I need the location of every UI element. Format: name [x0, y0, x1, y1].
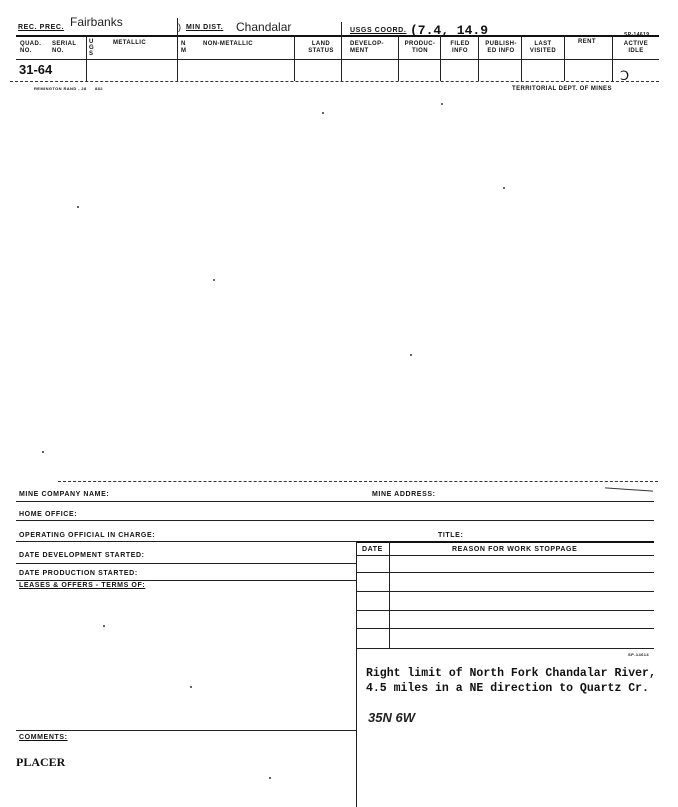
usgs-coord-value: (7.4, 14.9: [410, 23, 489, 38]
comments-label: COMMENTS:: [19, 734, 68, 741]
col-last-visited: LAST VISITED: [529, 41, 557, 54]
rule-b: [16, 520, 654, 521]
operating-official-label: OPERATING OFFICIAL IN CHARGE:: [19, 532, 156, 539]
quad-serial-value: 31-64: [19, 62, 53, 77]
col-filed-info: FILED INFO: [450, 41, 470, 54]
footer-right-print: TERRITORIAL DEPT. OF MINES: [512, 86, 612, 92]
vrule-8: [521, 35, 522, 81]
scan-speck: [103, 625, 105, 627]
vrule-stoppage: [389, 541, 390, 649]
col-published-info: PUBLISH-ED INFO: [485, 41, 517, 54]
home-office-label: HOME OFFICE:: [19, 511, 78, 518]
col-active-idle: ACTIVE IDLE: [623, 41, 649, 54]
stoppage-row-6: [356, 648, 654, 649]
rule-a: [16, 501, 654, 502]
usgs-coord-label: USGS COORD.: [350, 27, 407, 34]
form-number-2: SP-14614: [628, 652, 649, 657]
mine-company-name-label: MINE COMPANY NAME:: [19, 491, 110, 498]
vrule-5: [398, 35, 399, 81]
vrule-4: [341, 22, 342, 81]
rule-comments: [16, 730, 356, 731]
stoppage-row-4: [356, 610, 654, 611]
vrule-1: [86, 35, 87, 81]
rec-prec-value: Fairbanks: [70, 15, 123, 29]
form-number: SP-14619: [624, 32, 650, 38]
col-serial-no: SERIAL NO.: [52, 41, 77, 54]
placer-text: PLACER: [16, 755, 66, 769]
scan-speck: [503, 187, 505, 189]
scan-speck: [190, 686, 192, 688]
min-dist-value: Chandalar: [236, 20, 292, 34]
rule-d: [16, 563, 356, 564]
col-development: DEVELOP-MENT: [350, 41, 384, 54]
vrule-9: [564, 35, 565, 81]
vrule-2: [177, 18, 178, 81]
rule-e: [16, 580, 356, 581]
mine-address-label: MINE ADDRESS:: [372, 491, 436, 498]
scan-speck: [441, 103, 443, 105]
scan-speck: [42, 451, 44, 453]
min-dist-label: MIN DIST.: [186, 24, 224, 31]
stoppage-row-5: [356, 628, 654, 629]
stoppage-row-2: [356, 572, 654, 573]
col-land-status: LAND STATUS: [308, 41, 334, 54]
scan-speck: [410, 354, 412, 356]
vrule-6: [440, 35, 441, 81]
col-non-metallic: NON-METALLIC: [203, 41, 254, 47]
scan-speck: [213, 279, 215, 281]
rule-head-bottom: [16, 59, 659, 60]
handwritten-coord: 35N 6W: [368, 710, 415, 725]
footer-left-print: REMINGTON RAND - 28: [34, 86, 87, 91]
col-usgs: U G S: [89, 39, 95, 57]
scan-speck: [269, 777, 271, 779]
col-nm-prefix: N M: [181, 41, 187, 54]
title-label: TITLE:: [438, 532, 464, 539]
reason-col-header: REASON FOR WORK STOPPAGE: [452, 546, 578, 553]
vrule-3: [294, 35, 295, 81]
date-dev-started-label: DATE DEVELOPMENT STARTED:: [19, 552, 145, 559]
date-col-header: DATE: [362, 546, 383, 553]
scan-speck: [322, 112, 324, 114]
col-rent: RENT: [578, 39, 596, 45]
stoppage-row-3: [356, 591, 654, 592]
lower-form: [0, 475, 678, 807]
date-prod-started-label: DATE PRODUCTION STARTED:: [19, 570, 138, 577]
vrule-10: [612, 35, 613, 81]
leases-offers-label: LEASES & OFFERS - TERMS OF:: [19, 582, 146, 589]
rule-row-bottom: [10, 81, 659, 82]
pen-stroke: [605, 487, 653, 491]
stoppage-top-rule: [356, 541, 654, 543]
rule-top: [16, 35, 659, 37]
col-production: PRODUC-TION: [404, 41, 436, 54]
stoppage-row-1: [356, 555, 654, 556]
active-idle-mark: Ↄ: [620, 68, 630, 83]
rec-prec-label: REC. PREC.: [18, 24, 65, 31]
header-section: [0, 0, 678, 95]
location-line-2: 4.5 miles in a NE direction to Quartz Cr.: [366, 682, 649, 695]
location-line-1: Right limit of North Fork Chandalar River,: [366, 667, 656, 680]
vrule-lower-main: [356, 541, 357, 807]
scan-speck: [77, 206, 79, 208]
rule-lower-top: [58, 481, 658, 482]
vrule-7: [478, 35, 479, 81]
footer-code: 882: [95, 86, 103, 91]
col-quad-no: QUAD. NO.: [20, 41, 42, 54]
col-metallic: METALLIC: [113, 40, 147, 46]
min-dist-bracket: ): [178, 22, 181, 32]
